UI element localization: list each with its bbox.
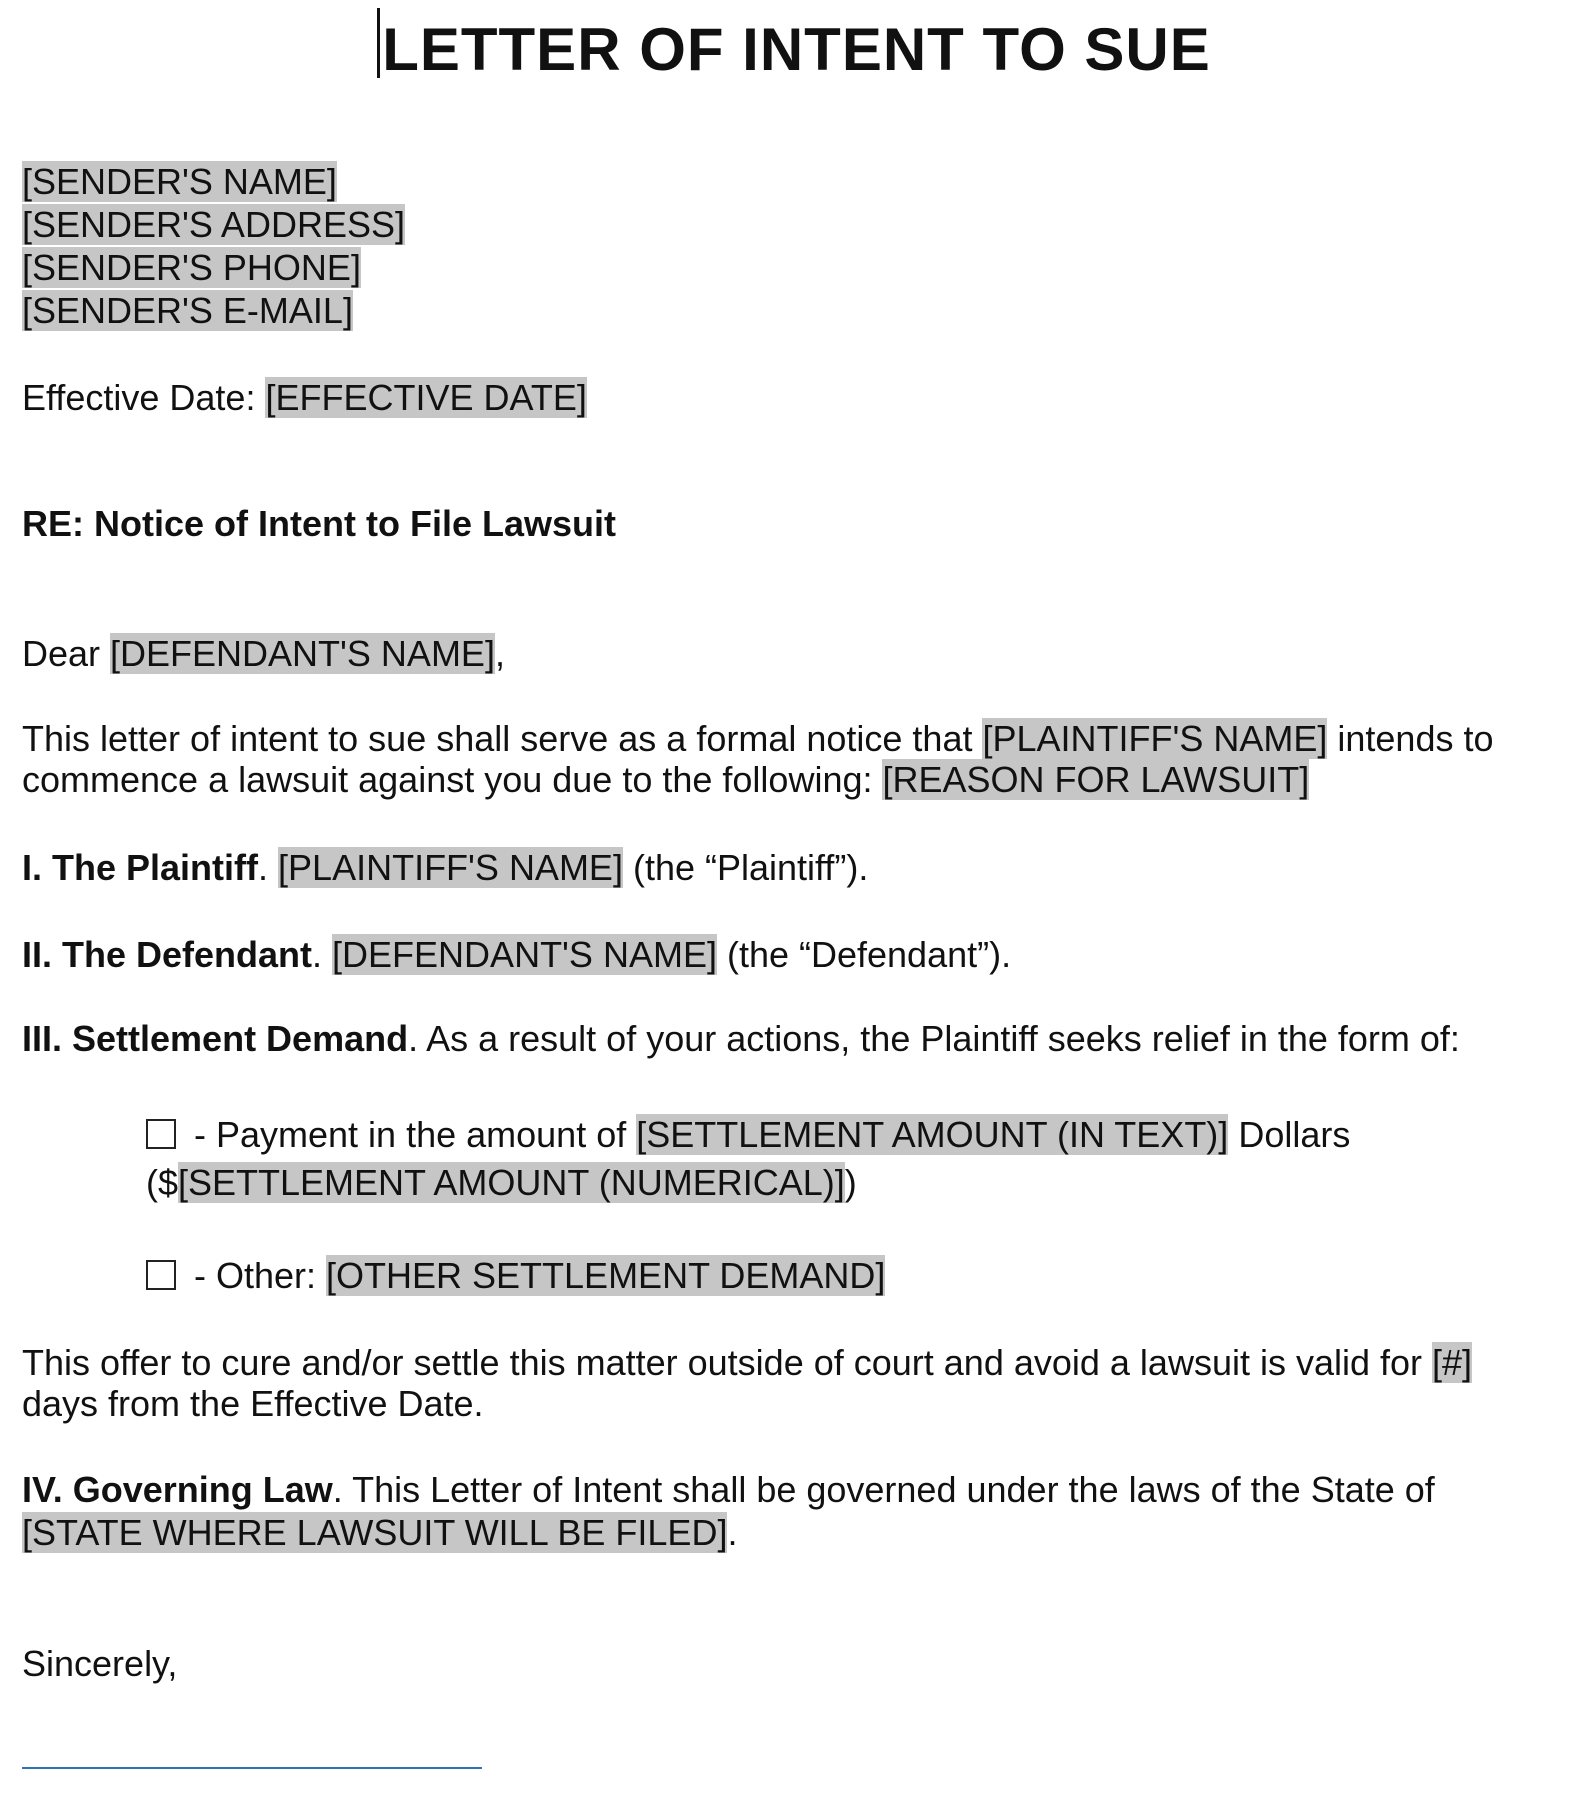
re-line-text: RE: Notice of Intent to File Lawsuit bbox=[22, 503, 616, 544]
offer-paragraph bbox=[22, 1342, 1472, 1424]
effective-date-line bbox=[22, 376, 587, 419]
section-governing-law bbox=[22, 1468, 1435, 1554]
sender-block bbox=[22, 160, 405, 332]
sender-address-field[interactable]: [SENDER'S ADDRESS] bbox=[22, 204, 405, 245]
salutation-prefix: Dear bbox=[22, 633, 111, 674]
section-plaintiff-heading: I. The Plaintiff bbox=[22, 847, 259, 888]
title-text: LETTER OF INTENT TO SUE bbox=[382, 16, 1211, 83]
closing-text: Sincerely, bbox=[22, 1643, 178, 1684]
state-field[interactable]: [STATE WHERE LAWSUIT WILL BE FILED] bbox=[22, 1512, 728, 1553]
section-governing-law-end: . bbox=[727, 1512, 738, 1553]
section-settlement-heading: III. Settlement Demand bbox=[22, 1018, 409, 1059]
section-governing-law-text: . This Letter of Intent shall be governed under the laws of the State of bbox=[332, 1469, 1435, 1510]
salutation-defendant-field[interactable]: [DEFENDANT'S NAME] bbox=[110, 633, 495, 674]
effective-date-field[interactable]: [EFFECTIVE DATE] bbox=[265, 377, 587, 418]
section-settlement-text: . As a result of your actions, the Plaintiff seeks relief in the form of: bbox=[408, 1018, 1460, 1059]
salutation bbox=[22, 632, 505, 675]
section-defendant-field[interactable]: [DEFENDANT'S NAME] bbox=[332, 934, 717, 975]
intro-plaintiff-field[interactable]: [PLAINTIFF'S NAME] bbox=[982, 718, 1328, 759]
payment-paren-close: ) bbox=[844, 1162, 857, 1203]
offer-part2: days from the Effective Date. bbox=[22, 1383, 484, 1424]
payment-paren-open: ($ bbox=[146, 1162, 179, 1203]
sender-name-field[interactable]: [SENDER'S NAME] bbox=[22, 161, 337, 202]
section-plaintiff-tail: (the “Plaintiff”). bbox=[622, 847, 869, 888]
payment-prefix: - Payment in the amount of bbox=[184, 1114, 637, 1155]
option-other bbox=[146, 1252, 885, 1300]
intro-reason-field[interactable]: [REASON FOR LAWSUIT] bbox=[882, 759, 1310, 800]
other-settlement-demand-field[interactable]: [OTHER SETTLEMENT DEMAND] bbox=[326, 1255, 886, 1296]
section-defendant bbox=[22, 933, 1011, 976]
sender-phone-field[interactable]: [SENDER'S PHONE] bbox=[22, 247, 361, 288]
payment-checkbox[interactable] bbox=[146, 1119, 176, 1149]
section-governing-law-heading: IV. Governing Law bbox=[22, 1469, 333, 1510]
section-defendant-tail: (the “Defendant”). bbox=[716, 934, 1012, 975]
sender-email-field[interactable]: [SENDER'S E-MAIL] bbox=[22, 290, 353, 331]
settlement-amount-numerical-field[interactable]: [SETTLEMENT AMOUNT (NUMERICAL)] bbox=[178, 1162, 845, 1203]
closing bbox=[22, 1642, 177, 1685]
text-cursor bbox=[377, 8, 380, 78]
signature-line[interactable] bbox=[22, 1767, 482, 1769]
offer-part1: This offer to cure and/or settle this matter outside of court and avoid a lawsuit is valid for bbox=[22, 1342, 1433, 1383]
section-settlement bbox=[22, 1017, 1460, 1060]
salutation-suffix: , bbox=[494, 633, 505, 674]
section-plaintiff-sep: . bbox=[258, 847, 279, 888]
section-plaintiff bbox=[22, 846, 868, 889]
section-plaintiff-field[interactable]: [PLAINTIFF'S NAME] bbox=[278, 847, 623, 888]
option-payment bbox=[146, 1111, 1350, 1207]
settlement-amount-text-field[interactable]: [SETTLEMENT AMOUNT (IN TEXT)] bbox=[636, 1114, 1229, 1155]
re-line bbox=[22, 502, 616, 545]
section-defendant-sep: . bbox=[312, 934, 333, 975]
intro-paragraph bbox=[22, 718, 1494, 800]
document-title bbox=[0, 8, 1588, 86]
section-defendant-heading: II. The Defendant bbox=[22, 934, 313, 975]
other-prefix: - Other: bbox=[184, 1255, 327, 1296]
intro-part2: intends to bbox=[1327, 718, 1494, 759]
other-checkbox[interactable] bbox=[146, 1260, 176, 1290]
offer-days-field[interactable]: [#] bbox=[1432, 1342, 1473, 1383]
intro-part1: This letter of intent to sue shall serve as a formal notice that bbox=[22, 718, 983, 759]
intro-part3: commence a lawsuit against you due to the following: bbox=[22, 759, 883, 800]
payment-dollars: Dollars bbox=[1228, 1114, 1351, 1155]
effective-date-label: Effective Date: bbox=[22, 377, 266, 418]
